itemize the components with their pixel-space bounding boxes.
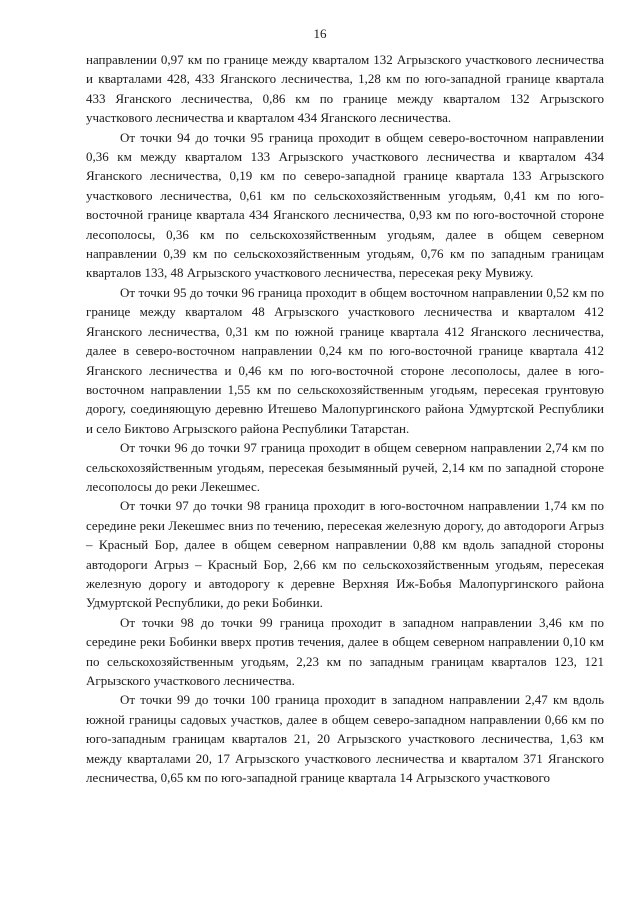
paragraph-point-99-100: От точки 99 до точки 100 граница проходит в западном направлении 2,47 км вдоль южной границы садовых участков, далее в общем северо-западном направлении 0,66 км по юго-западным границам кварталов 21, 20 Агрызского участкового лесничества, 1,63 км между кварталами 20, 17 Агрызского участкового лесничества и кварталом 371 Яганского лесничества, 0,65 км по юго-западной границе квартала 14 Агрызского участкового (86, 692, 604, 786)
paragraph-point-94-95: От точки 94 до точки 95 граница проходит в общем северо-восточном направлении 0,36 км между кварталом 133 Агрызского участкового лесничества и кварталом 434 Яганского лесничества, 0,19 км по северо-западной границе квартала 133 Агрызского участкового лесничества, 0,61 км по сельскохозяйственным угодьям, 0,41 км по юго-восточной границе квартала 434 Яганского лесничества, 0,93 км по юго-восточной стороне лесополосы, 0,36 км по сельскохозяйственным угодьям, далее в общем северном направлении 0,39 км по сельскохозяйственным угодьям, 0,76 км по западным границам кварталов 133, 48 Агрызского участкового лесничества, пересекая реку Мувижу. (86, 129, 604, 281)
paragraph-continuation: направлении 0,97 км по границе между кварталом 132 Агрызского участкового лесничества и кварталами 428, 433 Яганского лесничества, 1,28 км по юго-западной границе квартала 433 Яганского лесничества, 0,86 км по границе между кварталом 132 Агрызского участкового лесничества и кварталом 434 Яганского лесничества. (86, 52, 604, 126)
page-number: 16 (313, 26, 327, 41)
paragraph-point-97-98: От точки 97 до точки 98 граница проходит в юго-восточном направлении 1,74 км по середине реки Лекешмес вниз по течению, пересекая железную дорогу, до автодороги Агрыз – Красный Бор, далее в общем северном направлении 0,88 км вдоль западной стороны автодороги Агрыз – Красный Бор, 2,66 км по сельскохозяйственным угодьям, пересекая железную дорогу и автодорогу к деревне Верхняя Иж-Бобья Малопургинского района Удмуртской Республики, до реки Бобинки. (86, 498, 604, 611)
paragraph-point-95-96: От точки 95 до точки 96 граница проходит в общем восточном направлении 0,52 км по границе между кварталом 48 Агрызского участкового лесничества и кварталом 412 Яганского лесничества, 0,31 км по южной границе квартала 412 Яганского лесничества, далее в северо-восточном направлении 0,24 км по юго-восточной границе квартала 412 Яганского лесничества и 0,46 км по юго-восточной стороне лесополосы, далее в юго-восточном направлении 1,55 км по сельскохозяйственным угодьям, пересекая грунтовую дорогу, соединяющую деревню Итешево Малопургинского района Удмуртской Республики и село Биктово Агрызского района Республики Татарстан. (86, 284, 604, 436)
paragraph-point-98-99: От точки 98 до точки 99 граница проходит в западном направлении 3,46 км по середине реки Бобинки вверх против течения, далее в общем северном направлении 0,10 км по сельскохозяйственным угодьям, 2,23 км по западным границам кварталов 123, 121 Агрызского участкового лесничества. (86, 614, 604, 688)
document-body (86, 50, 604, 787)
paragraph-point-96-97: От точки 96 до точки 97 граница проходит в общем северном направлении 2,74 км по сельскохозяйственным угодьям, пересекая безымянный ручей, 2,14 км по западной стороне лесополосы до реки Лекешмес. (86, 440, 604, 494)
